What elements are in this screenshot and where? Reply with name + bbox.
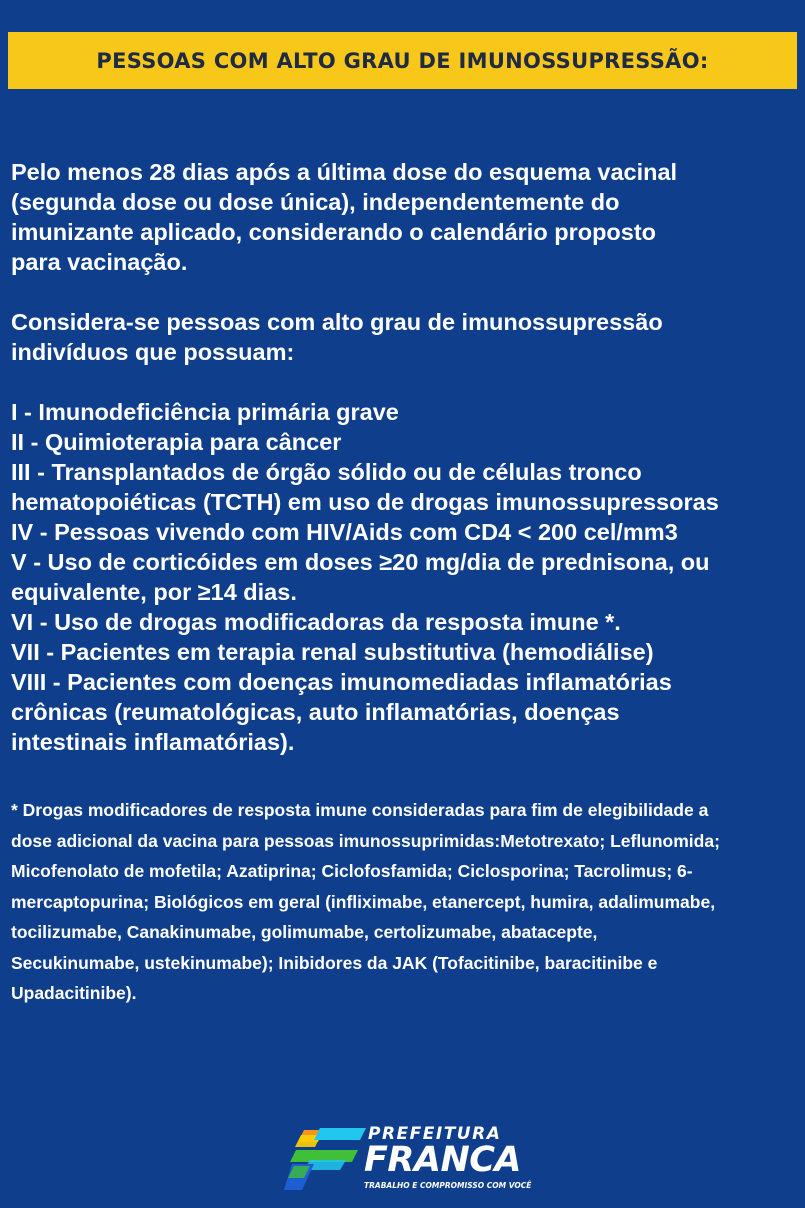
title-banner (8, 32, 797, 89)
conditions-list (11, 397, 795, 757)
footnote-line: Secukinumabe, ustekinumabe); Inibidores da JAK (Tofacitinibe, baracitinibe e (11, 952, 658, 973)
intro-line: para vacinação. (11, 249, 188, 275)
prefeitura-franca-logo-icon (284, 1126, 368, 1192)
footnote-line: dose adicional da vacina para pessoas imunossuprimidas:Metotrexato; Leflunomida; (11, 830, 720, 851)
list-item: equivalente, por ≥14 dias. (11, 579, 297, 605)
logo-tagline: TRABALHO E COMPROMISSO COM VOCÊ (364, 1181, 532, 1190)
list-item: crônicas (reumatológicas, auto inflamatórias, doenças (11, 699, 620, 725)
definition-paragraph (11, 307, 795, 367)
footnote-line: Micofenolato de mofetila; Azatiprina; Ciclofosfamida; Ciclosporina; Tacrolimus; 6- (11, 861, 693, 881)
list-item: VII - Pacientes em terapia renal substitutiva (hemodiálise) (11, 639, 654, 665)
footnote-line: tocilizumabe, Canakinumabe, golimumabe, certolizumabe, abatacepte, (11, 922, 598, 942)
list-item: III - Transplantados de órgão sólido ou de células tronco (11, 459, 642, 485)
intro-line: imunizante aplicado, considerando o calendário proposto (11, 219, 657, 245)
definition-line: indivíduos que possuam: (11, 339, 295, 365)
list-item: hematopoiéticas (TCTH) em uso de drogas imunossupressoras (11, 489, 719, 515)
footnote-line: * Drogas modificadores de resposta imune consideradas para fim de elegibilidade a (11, 800, 709, 820)
definition-line: Considera-se pessoas com alto grau de imunossupressão (11, 309, 663, 335)
list-item: V - Uso de corticóides em doses ≥20 mg/dia de prednisona, ou (11, 549, 710, 575)
list-item: VI - Uso de drogas modificadoras da resposta imune *. (11, 609, 621, 635)
footnote-line: mercaptopurina; Biológicos em geral (infliximabe, etanercept, humira, adalimumabe, (11, 891, 716, 912)
main-content (11, 157, 795, 1009)
footnote (11, 795, 795, 1009)
list-item: I - Imunodeficiência primária grave (11, 399, 399, 425)
list-item: II - Quimioterapia para câncer (11, 429, 342, 455)
intro-paragraph (11, 157, 795, 277)
list-item: IV - Pessoas vivendo com HIV/Aids com CD4 < 200 cel/mm3 (11, 519, 678, 545)
list-item: VIII - Pacientes com doenças imunomediadas inflamatórias (11, 669, 672, 695)
intro-line: (segunda dose ou dose única), independentemente do (11, 189, 620, 215)
page-title: PESSOAS COM ALTO GRAU DE IMUNOSSUPRESSÃO: (96, 48, 709, 73)
list-item: intestinais inflamatórias). (11, 729, 295, 755)
logo-prefeitura-text: PREFEITURA (368, 1124, 502, 1144)
footnote-line: Upadacitinibe). (11, 983, 137, 1003)
intro-line: Pelo menos 28 dias após a última dose do esquema vacinal (11, 159, 678, 185)
logo-franca-text: FRANCA (364, 1140, 522, 1180)
prefeitura-franca-logo (284, 1124, 532, 1194)
